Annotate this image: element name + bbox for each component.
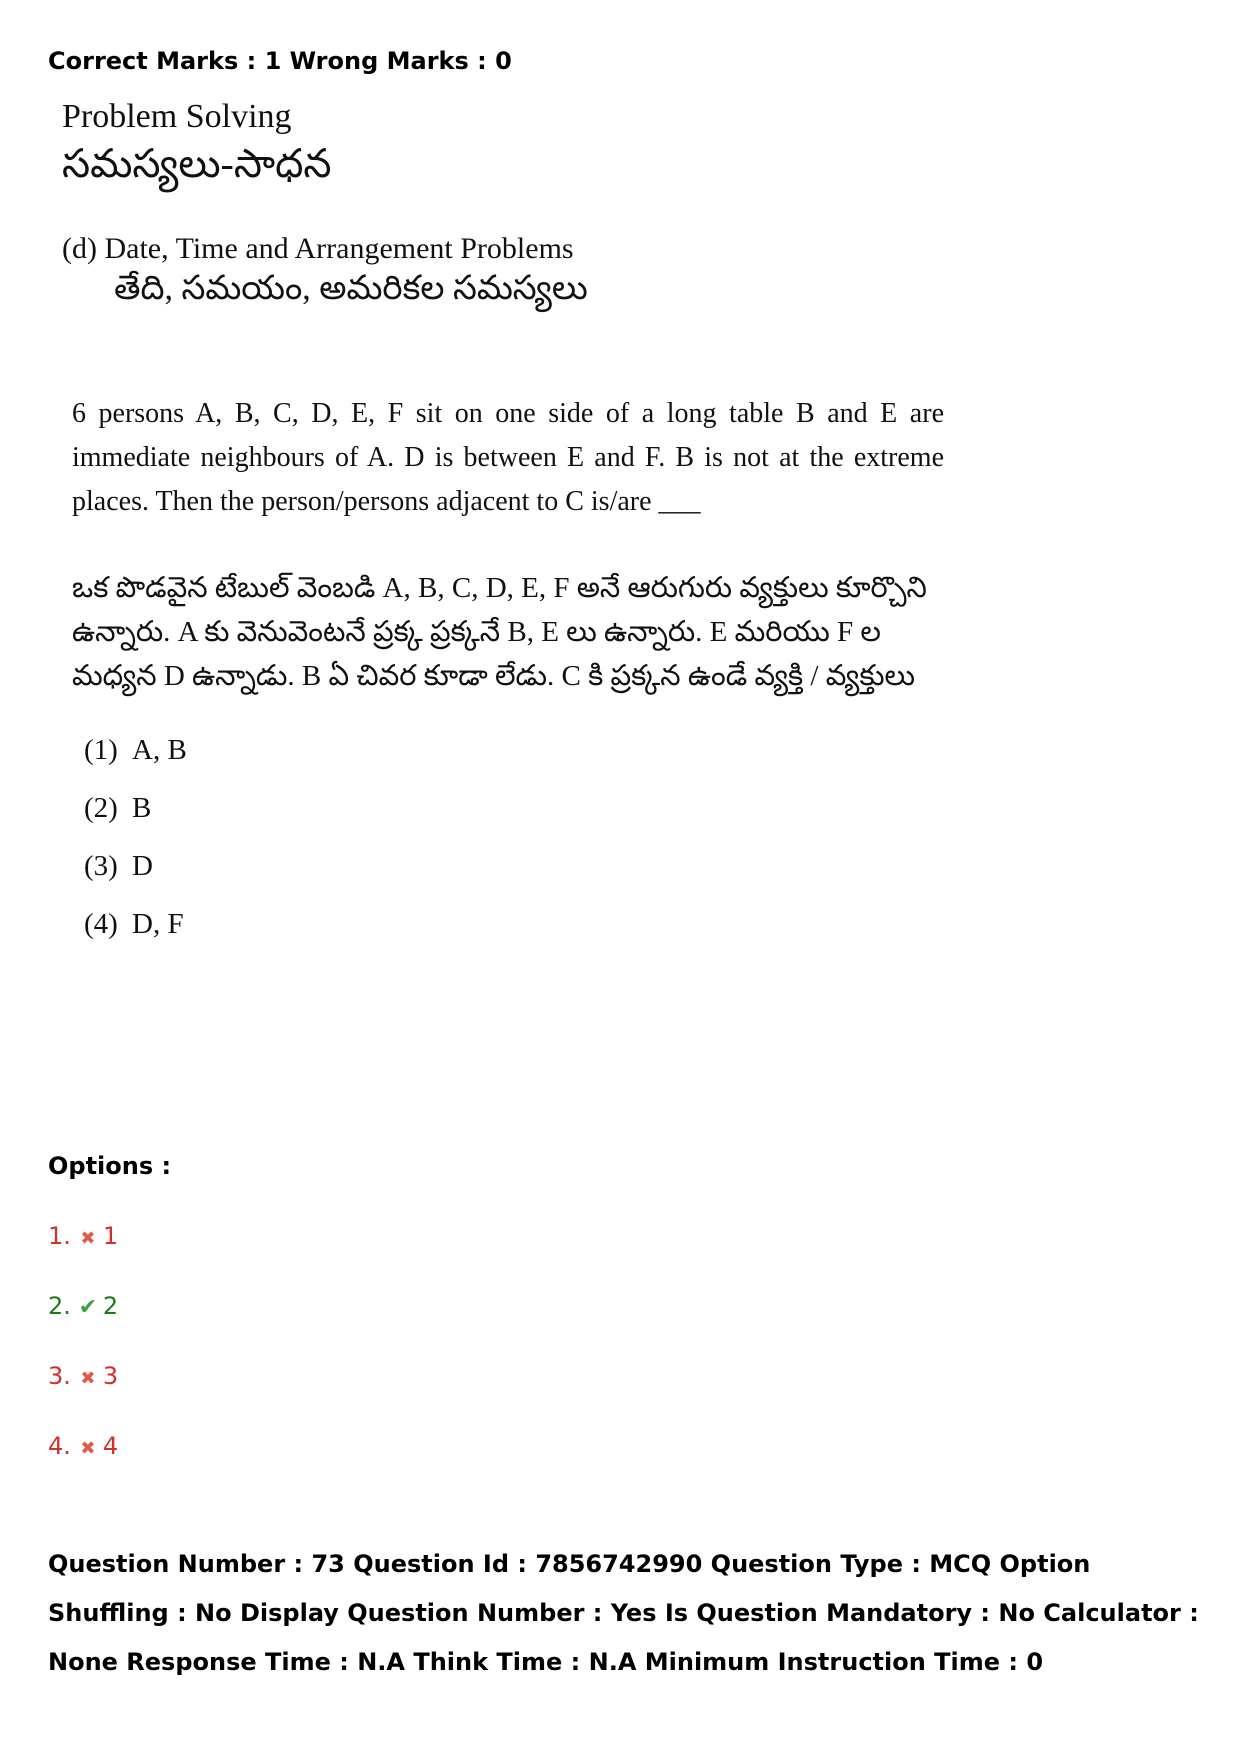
option-3 (48, 1362, 118, 1390)
choice-3 (84, 850, 153, 883)
choice-text: A, B (132, 734, 187, 766)
cross-icon: ✖ (80, 1228, 96, 1249)
option-value: 2 (102, 1292, 119, 1320)
check-icon: ✔ (78, 1295, 98, 1320)
subsection-title: (d) Date, Time and Arrangement Problems (62, 232, 574, 265)
option-2 (48, 1292, 118, 1320)
choice-text: B (132, 792, 152, 824)
option-1 (48, 1222, 118, 1250)
option-number: 3. (48, 1362, 71, 1390)
option-value: 3 (102, 1362, 119, 1390)
cross-icon: ✖ (80, 1438, 96, 1459)
choice-4 (84, 908, 184, 941)
question-metadata: Question Number : 73 Question Id : 7856742990 Question Type : MCQ Option Shuffling : No Display Question Number : Yes Is Question Mandatory : No Calculator : None Response Time : N.A Think Time : N.A Minimum Instruction Time : 0 (48, 1550, 1199, 1676)
choice-number: (3) (84, 850, 118, 882)
subsection-title-telugu: తేది, సమయం, అమరికల సమస్యలు (114, 270, 588, 307)
choice-text: D (132, 850, 153, 882)
choice-number: (2) (84, 792, 118, 824)
option-value: 4 (102, 1432, 119, 1460)
choice-2 (84, 792, 151, 825)
marks-info: Correct Marks : 1 Wrong Marks : 0 (48, 47, 512, 75)
option-value: 1 (102, 1222, 119, 1250)
choice-text: D, F (132, 908, 184, 940)
option-number: 1. (48, 1222, 71, 1250)
question-text-telugu: ఒక పొడవైన టేబుల్ వెంబడి A, B, C, D, E, F అనే ఆరుగురు వ్యక్తులు కూర్చొని ఉన్నారు. A కు వెనువెంటనే ప్రక్క ప్రక్కనే B, E లు ఉన్నారు. E మరియు F ల మధ్యన D ఉన్నాడు. B ఏ చివర కూడా లేడు. C కి ప్రక్కన ఉండే వ్యక్తి / వ్యక్తులు (72, 572, 927, 692)
question-text: 6 persons A, B, C, D, E, F sit on one side of a long table B and E are immediate neighbours of A. D is between E and F. B is not at the extreme places. Then the person/persons adjacent to C is/are ___ (72, 398, 944, 517)
options-label: Options : (48, 1152, 172, 1180)
choice-number: (4) (84, 908, 118, 940)
section-title-telugu: సమస్యలు-సాధన (62, 141, 332, 186)
option-number: 4. (48, 1432, 71, 1460)
choice-number: (1) (84, 734, 118, 766)
section-title: Problem Solving (62, 98, 292, 135)
option-number: 2. (48, 1292, 71, 1320)
question-image (56, 92, 956, 972)
choice-1 (84, 734, 187, 767)
cross-icon: ✖ (80, 1368, 96, 1389)
option-4 (48, 1432, 118, 1460)
